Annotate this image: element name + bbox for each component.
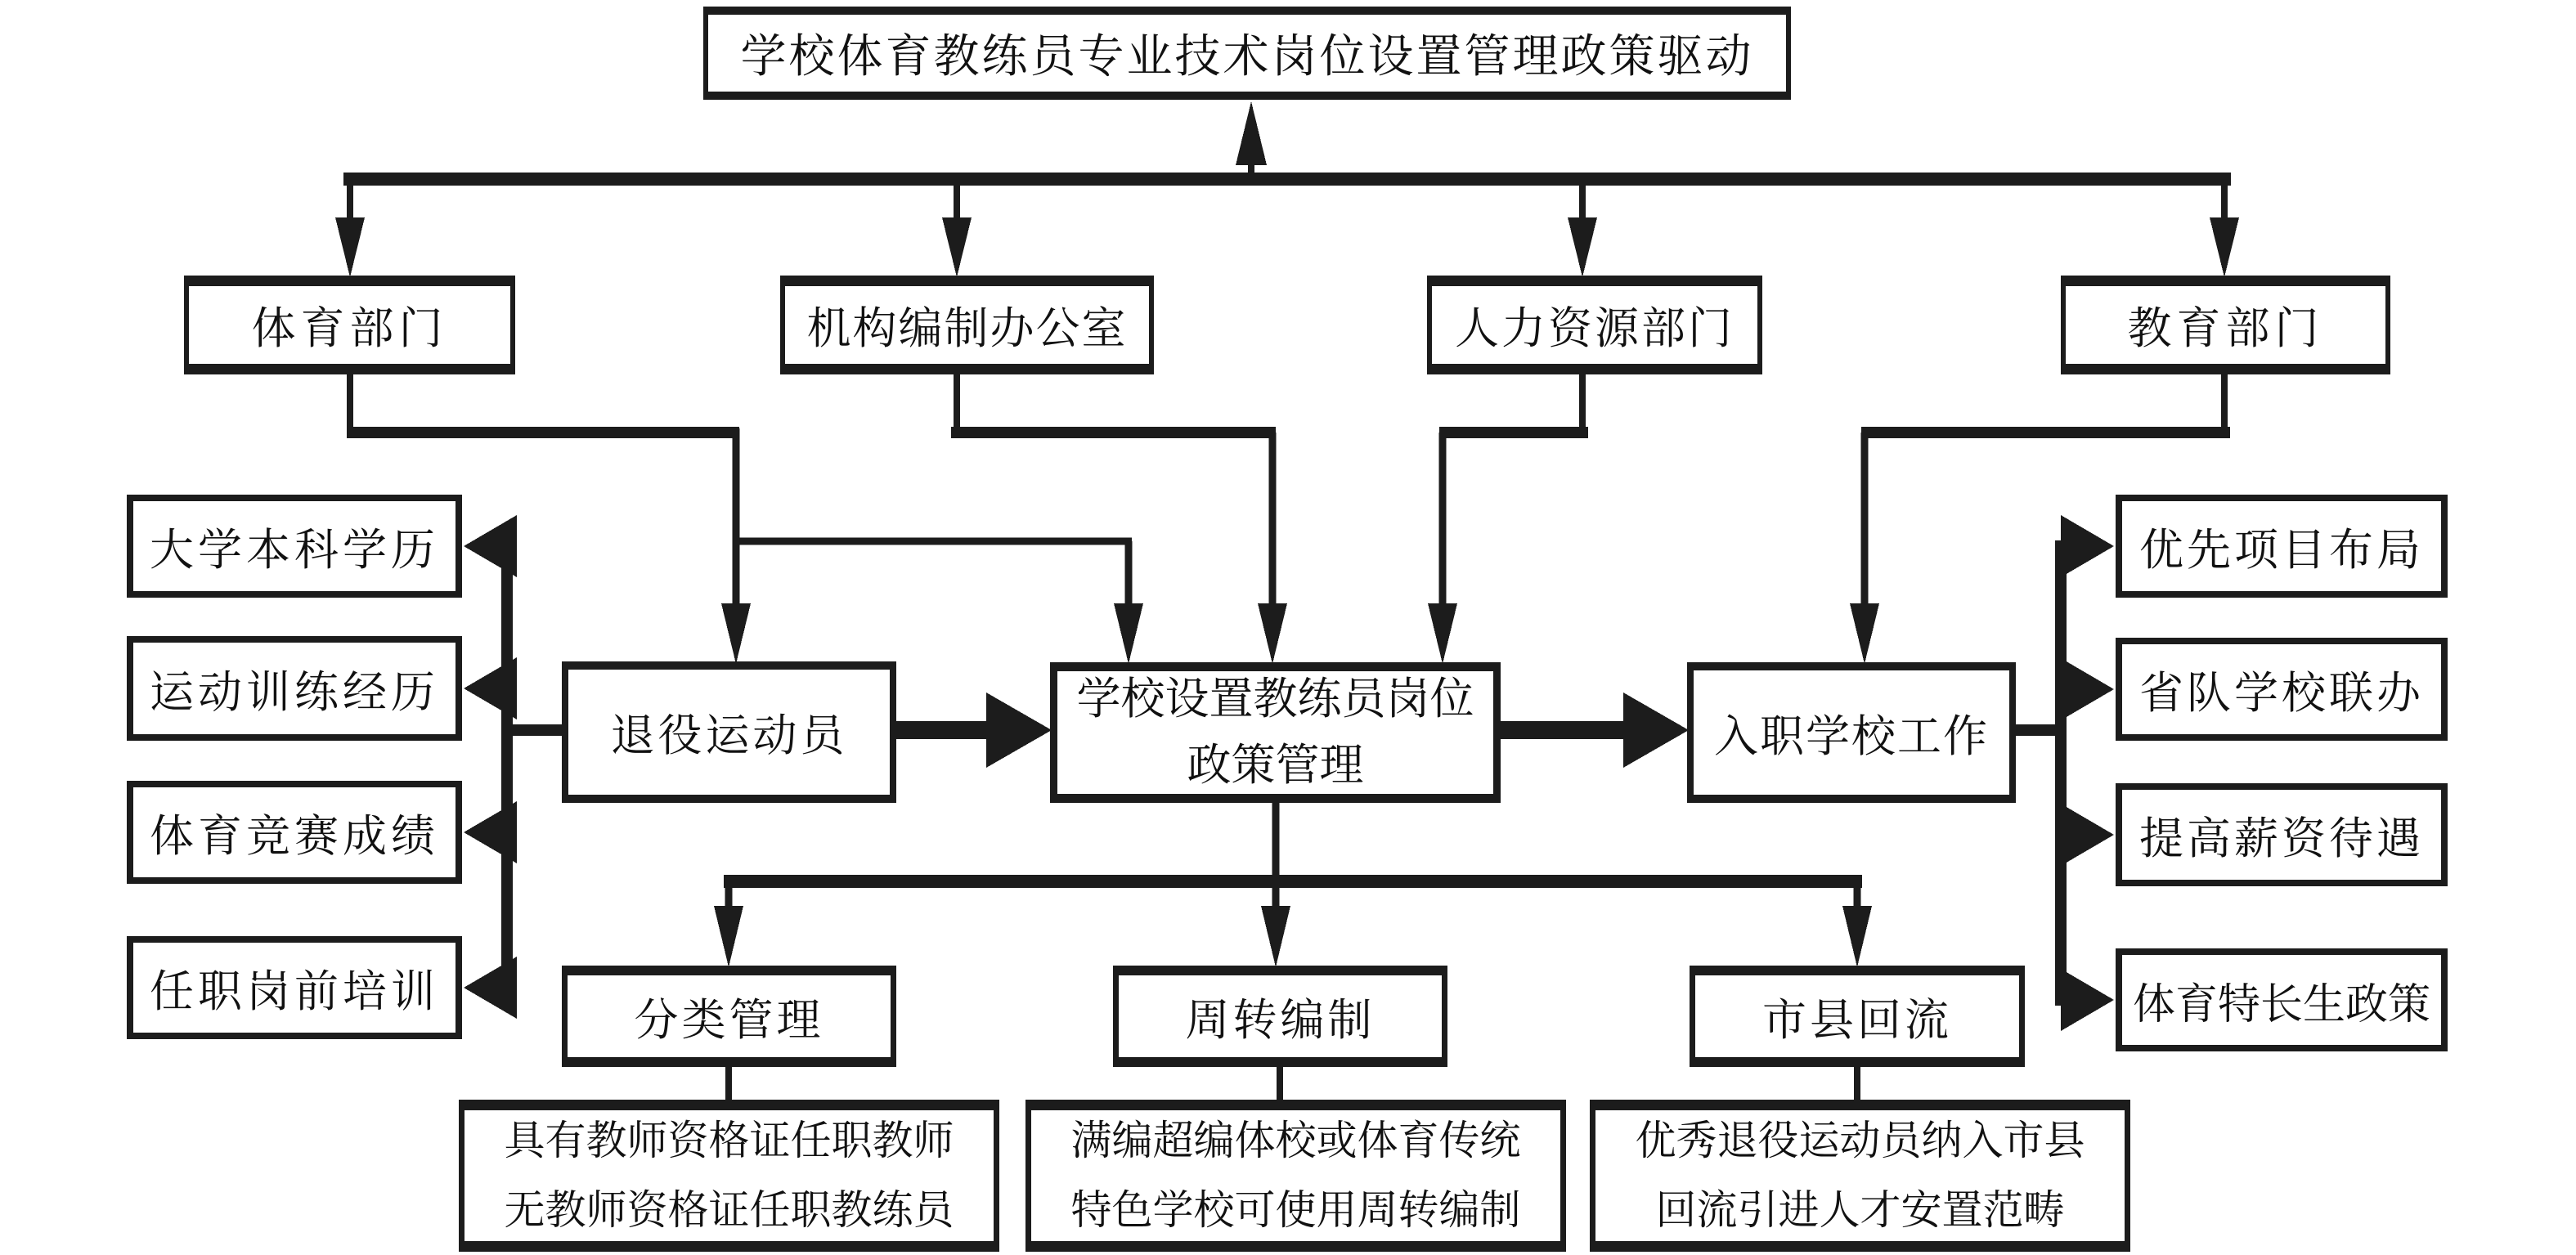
detail-turnover-line1: 满编超编体校或体育传统: [1070, 1118, 1521, 1163]
connector-top-bus: [343, 101, 2231, 179]
node-dept-education: [2061, 276, 2390, 374]
node-measure-return: [1690, 966, 2025, 1067]
detail-return-line1: 优秀退役运动员纳入市县: [1635, 1118, 2085, 1163]
connector-policy-to-join: [1501, 692, 1689, 768]
measure-return-label: 市县回流: [1762, 995, 1952, 1045]
qual-pretraining-label: 任职岗前培训: [150, 966, 439, 1016]
node-policy-driver: [703, 7, 1791, 100]
dept-education-label: 教育部门: [2127, 304, 2324, 353]
detail-return-line2: 回流引进人才安置范畴: [1655, 1187, 2065, 1233]
node-dept-hr: [1427, 276, 1762, 374]
detail-classification-line1: 具有教师资格证任职教师: [504, 1118, 954, 1163]
dept-hr-label: 人力资源部门: [1455, 304, 1735, 353]
post-policy-line2: 政策管理: [1187, 741, 1364, 790]
connector-retired-to-policy: [896, 692, 1052, 768]
node-support-provincial-team: [2116, 638, 2448, 741]
node-dept-staffing-office: [780, 276, 1154, 374]
support-priority-projects-label: 优先项目布局: [2139, 525, 2424, 575]
support-special-students-label: 体育特长生政策: [2132, 981, 2430, 1029]
join-school-label: 入职学校工作: [1714, 711, 1989, 761]
node-detail-classification: [459, 1100, 999, 1252]
detail-turnover-line2: 特色学校可使用周转编制: [1070, 1187, 1521, 1233]
node-post-policy-management: [1050, 662, 1501, 803]
node-qual-training: [127, 636, 462, 741]
connector-supports-comb: [2016, 515, 2114, 1031]
dept-sports-label: 体育部门: [251, 304, 448, 353]
support-provincial-team-label: 省队学校联办: [2139, 668, 2424, 718]
policy-driver-label: 学校体育教练员专业技术岗位设置管理政策驱动: [740, 32, 1754, 83]
node-support-priority-projects: [2116, 495, 2448, 598]
retired-athlete-label: 退役运动员: [610, 711, 848, 760]
node-detail-return: [1590, 1100, 2130, 1252]
node-qual-competition: [127, 781, 462, 884]
qual-competition-label: 体育竞赛成绩: [150, 811, 439, 861]
connector-hr-branch: [1428, 374, 1588, 664]
connector-measure-details: [729, 1063, 1857, 1104]
qual-bachelor-label: 大学本科学历: [150, 525, 439, 575]
node-qual-pretraining: [127, 936, 462, 1039]
node-dept-sports: [184, 276, 515, 374]
node-qual-bachelor: [127, 495, 462, 598]
node-join-school: [1687, 662, 2016, 803]
qual-training-label: 运动训练经历: [150, 667, 439, 717]
node-support-salary: [2116, 783, 2448, 886]
node-measure-classification: [562, 966, 896, 1067]
node-detail-turnover: [1025, 1100, 1566, 1252]
detail-classification-line2: 无教师资格证任职教练员: [504, 1187, 954, 1233]
node-measure-turnover: [1113, 966, 1447, 1067]
node-retired-athlete: [562, 661, 896, 803]
arrowhead-up-title: [1236, 101, 1267, 165]
connector-sports-branch: [347, 374, 1143, 664]
connector-qualifications-comb: [464, 515, 562, 1019]
dept-staffing-office-label: 机构编制办公室: [806, 304, 1128, 353]
connector-measures-bus: [714, 803, 1872, 967]
measure-classification-label: 分类管理: [634, 995, 824, 1045]
node-support-special-students: [2116, 948, 2448, 1051]
measure-turnover-label: 周转编制: [1185, 995, 1376, 1045]
post-policy-line1: 学校设置教练员岗位: [1076, 675, 1474, 724]
support-salary-label: 提高薪资待遇: [2139, 814, 2424, 863]
connector-bus-to-departments: [335, 179, 2239, 277]
